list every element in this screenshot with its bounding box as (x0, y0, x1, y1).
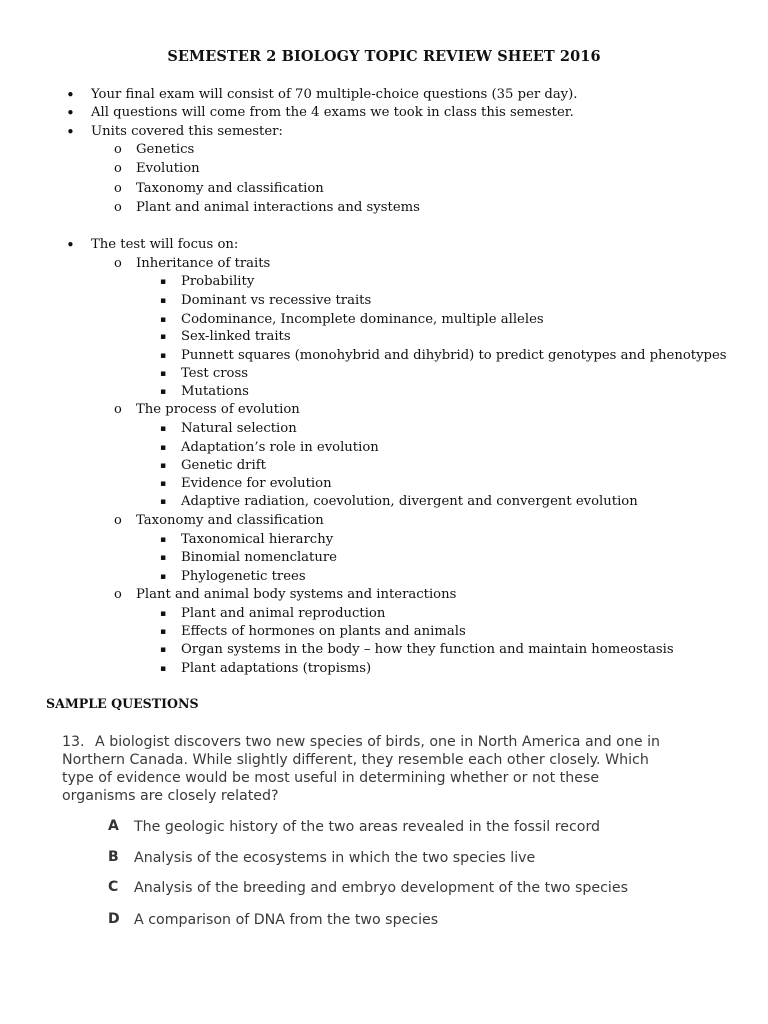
topic-item: Probability (181, 274, 255, 289)
bullet-marker: ▪ (160, 664, 167, 674)
bullet-marker: • (66, 104, 75, 122)
topic-item: Genetic drift (181, 458, 266, 473)
focus-intro: The test will focus on: (91, 237, 239, 252)
bullet-marker: ▪ (160, 369, 167, 379)
bullet-marker: ▪ (160, 296, 167, 306)
topic-heading: Plant and animal body systems and interactions (136, 587, 457, 602)
bullet-marker: ▪ (160, 277, 167, 287)
bullet-marker: ▪ (160, 645, 167, 655)
option-letter-d: D (108, 911, 120, 927)
bullet-marker: o (114, 181, 122, 196)
bullet-marker: ▪ (160, 461, 167, 471)
question-number: 13. (62, 734, 85, 750)
option-letter-a: A (108, 818, 119, 834)
topic-item: Plant and animal reproduction (181, 606, 386, 621)
bullet-marker: ▪ (160, 497, 167, 507)
sample-questions-heading: SAMPLE QUESTIONS (46, 696, 199, 711)
topic-item: Natural selection (181, 421, 297, 436)
bullet-marker: ▪ (160, 479, 167, 489)
bullet-marker: ▪ (160, 535, 167, 545)
bullet-marker: o (114, 200, 122, 215)
bullet-marker: ▪ (160, 443, 167, 453)
question-text-line: Northern Canada. While slightly different, they resemble each other closely. Which (62, 752, 649, 768)
bullet-marker: • (66, 123, 75, 141)
topic-item: Dominant vs recessive traits (181, 293, 372, 308)
bullet-marker: o (114, 587, 122, 602)
bullet-marker: ▪ (160, 572, 167, 582)
bullet-marker: ▪ (160, 315, 167, 325)
topic-item: Test cross (181, 366, 248, 381)
option-letter-c: C (108, 879, 119, 895)
topic-item: Phylogenetic trees (181, 569, 306, 584)
bullet-marker: o (114, 513, 122, 528)
unit-item: Genetics (136, 142, 195, 157)
bullet-marker: ▪ (160, 351, 167, 361)
topic-item: Plant adaptations (tropisms) (181, 661, 372, 676)
page-title: SEMESTER 2 BIOLOGY TOPIC REVIEW SHEET 2016 (167, 48, 601, 65)
bullet-marker: • (66, 86, 75, 104)
topic-item: Adaptive radiation, coevolution, divergent and convergent evolution (181, 494, 638, 509)
bullet-marker: ▪ (160, 609, 167, 619)
bullet-marker: o (114, 256, 122, 271)
bullet-marker: ▪ (160, 627, 167, 637)
option-text-b: Analysis of the ecosystems in which the two species live (134, 850, 536, 866)
bullet-marker: o (114, 142, 122, 157)
topic-heading: Inheritance of traits (136, 256, 271, 271)
bullet-marker: ▪ (160, 387, 167, 397)
topic-item: Codominance, Incomplete dominance, multiple alleles (181, 312, 544, 327)
topic-item: Mutations (181, 384, 249, 399)
topic-item: Binomial nomenclature (181, 550, 337, 565)
bullet-marker: ▪ (160, 332, 167, 342)
intro-line: All questions will come from the 4 exams we took in class this semester. (91, 105, 574, 120)
unit-item: Plant and animal interactions and systems (136, 200, 420, 215)
intro-line: Units covered this semester: (91, 124, 283, 139)
intro-line: Your final exam will consist of 70 multiple-choice questions (35 per day). (91, 87, 578, 102)
option-letter-b: B (108, 849, 119, 865)
topic-item: Evidence for evolution (181, 476, 332, 491)
topic-item: Organ systems in the body – how they function and maintain homeostasis (181, 642, 674, 657)
bullet-marker: ▪ (160, 424, 167, 434)
topic-item: Punnett squares (monohybrid and dihybrid) to predict genotypes and phenotypes (181, 348, 727, 363)
topic-item: Adaptation’s role in evolution (181, 440, 379, 455)
bullet-marker: ▪ (160, 553, 167, 563)
topic-item: Sex-linked traits (181, 329, 291, 344)
option-text-d: A comparison of DNA from the two species (134, 912, 439, 928)
unit-item: Evolution (136, 161, 200, 176)
topic-heading: Taxonomy and classification (136, 513, 324, 528)
question-text-line: type of evidence would be most useful in determining whether or not these (62, 770, 600, 786)
unit-item: Taxonomy and classification (136, 181, 324, 196)
question-text-line: organisms are closely related? (62, 788, 279, 804)
question-text-line: A biologist discovers two new species of birds, one in North America and one in (95, 734, 660, 750)
bullet-marker: o (114, 402, 122, 417)
option-text-a: The geologic history of the two areas revealed in the fossil record (134, 819, 601, 835)
bullet-marker: • (66, 236, 75, 254)
topic-heading: The process of evolution (136, 402, 300, 417)
topic-item: Taxonomical hierarchy (181, 532, 334, 547)
option-text-c: Analysis of the breeding and embryo development of the two species (134, 880, 628, 896)
bullet-marker: o (114, 161, 122, 176)
topic-item: Effects of hormones on plants and animals (181, 624, 466, 639)
